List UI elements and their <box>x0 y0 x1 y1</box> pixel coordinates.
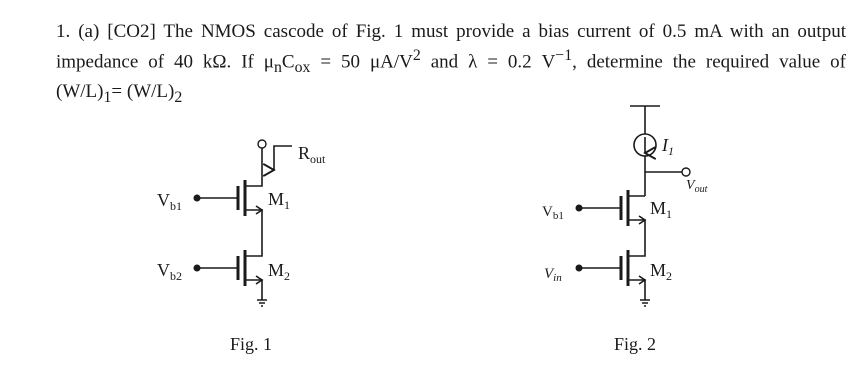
fig2-circuit <box>542 106 708 354</box>
fig1-ground-icon <box>257 300 267 306</box>
fig2-output-terminal <box>682 168 690 176</box>
fig1-m1-label: $M_1$ <box>268 189 291 212</box>
text-run: C <box>281 51 295 73</box>
text-run: , determine the required value of <box>572 51 847 73</box>
superscript: 2 <box>412 47 421 64</box>
fig2-vb1-terminal <box>576 205 583 212</box>
fig1-output-terminal <box>258 140 266 148</box>
fig1-m2-source <box>245 280 262 300</box>
fig1-m2-label: $M_2$ <box>268 260 291 283</box>
fig2-m1-source <box>628 220 645 238</box>
fig1-circuit <box>157 140 326 354</box>
fig2-m2-label: $M_2$ <box>650 260 673 283</box>
fig2-i1-label: $I_1$ <box>662 135 674 158</box>
fig1-transistor-m1 <box>194 172 263 228</box>
fig1-rout-label: $R_{out}$ <box>298 143 326 166</box>
text-run: (W/L) <box>56 81 104 103</box>
fig2-vin-terminal <box>576 265 583 272</box>
subscript: ox <box>294 59 311 77</box>
fig2-m2-drain <box>628 238 645 256</box>
subscript: 1 <box>103 88 112 106</box>
fig1-vb1-label: $V_{b1}$ <box>157 190 182 213</box>
subscript: 2 <box>174 88 183 106</box>
fig1-vb1-terminal <box>194 195 201 202</box>
fig2-transistor-m2 <box>576 238 651 306</box>
text-run: = (W/L) <box>111 81 175 103</box>
fig1-caption: Fig. 1 <box>230 334 273 354</box>
fig2-m2-source <box>628 280 645 300</box>
text-run: and λ = 0.2 V <box>420 51 556 73</box>
fig1-vb2-terminal <box>194 265 201 272</box>
superscript: −1 <box>555 47 573 64</box>
fig1-m1-source <box>245 210 262 228</box>
fig1-vb2-label: $V_{b2}$ <box>157 260 182 283</box>
fig2-vb1-label: $V_{b1}$ <box>542 204 564 222</box>
problem-line-1: 1. (a) [CO2] The NMOS cascode of Fig. 1 must provide a bias current of 0.5 mA with an output <box>56 21 846 42</box>
fig2-ground-icon <box>640 300 650 306</box>
fig2-vin-label: $V_{in}$ <box>544 266 562 284</box>
fig1-m1-drain <box>245 172 262 186</box>
fig2-m1-label: $M_1$ <box>650 198 673 221</box>
fig2-caption: Fig. 2 <box>614 334 657 354</box>
text-run: impedance of 40 kΩ. If μ <box>56 51 274 73</box>
fig1-m2-drain <box>245 228 262 256</box>
fig2-vout-label: $V_{out}$ <box>686 178 708 195</box>
subscript: n <box>274 59 282 77</box>
fig2-transistor-m1 <box>576 190 646 238</box>
fig1-rout-arrow <box>274 146 292 170</box>
fig1-transistor-m2 <box>194 228 268 306</box>
text-run: = 50 μA/V <box>310 51 413 73</box>
